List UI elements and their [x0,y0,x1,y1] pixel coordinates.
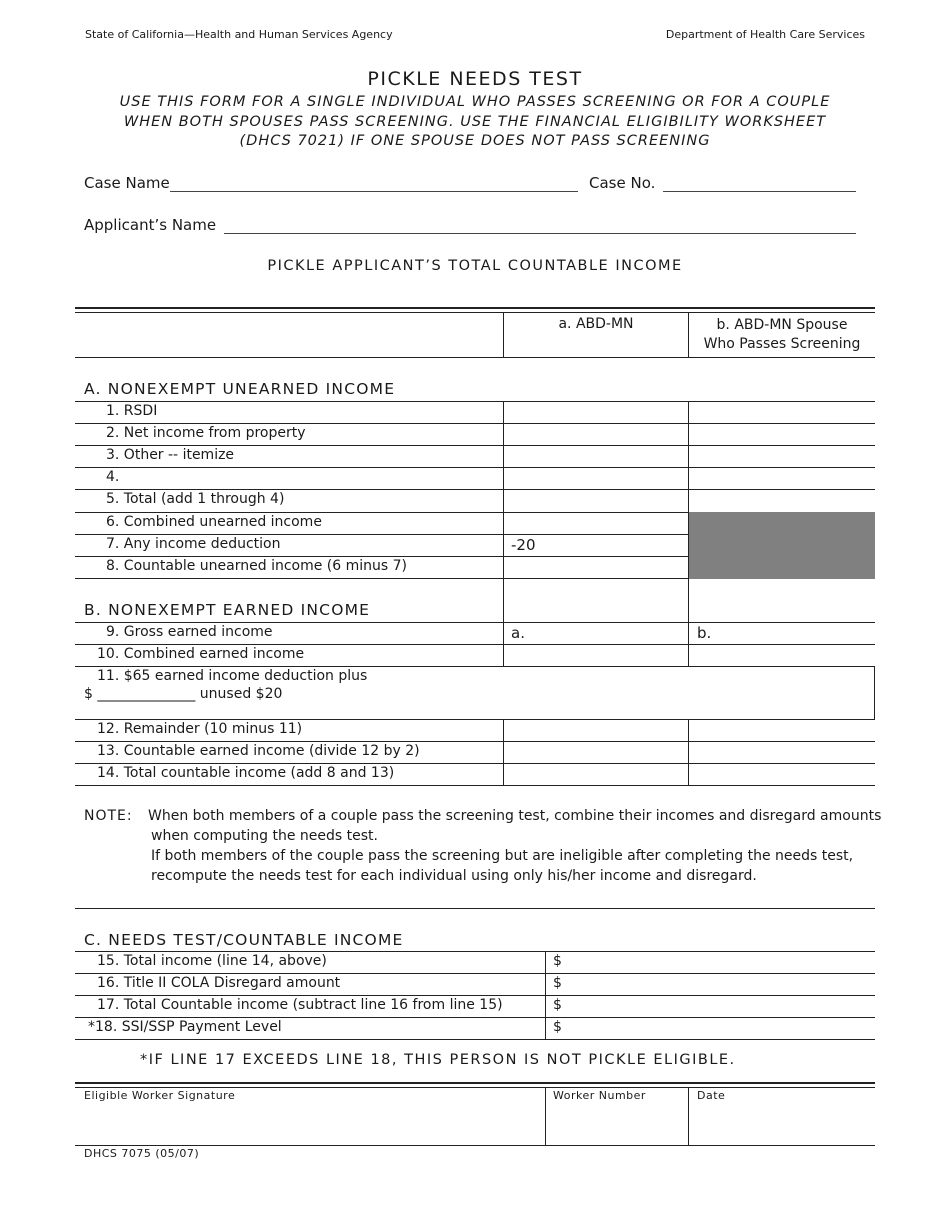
row-label: 11. $65 earned income deduction plus [97,668,368,684]
row-label: 6. Combined unearned income [106,514,322,530]
column-divider [503,719,504,786]
row-divider [75,719,875,720]
instruction-line: USE THIS FORM FOR A SINGLE INDIVIDUAL WHO PASSES SCREENING OR FOR A COUPLE [119,94,831,110]
income-heading: PICKLE APPLICANT’S TOTAL COUNTABLE INCOME [267,258,683,274]
row-label: 2. Net income from property [106,425,306,441]
form-title: PICKLE NEEDS TEST [367,68,583,90]
row-divider [75,401,875,402]
double-rule [75,307,875,309]
column-header-b-line2: Who Passes Screening [703,336,861,352]
section-a-title: A. NONEXEMPT UNEARNED INCOME [84,380,396,398]
dollar-sign: $ [553,975,562,991]
row-label: 10. Combined earned income [97,646,305,662]
row-label: $ ______________ unused $20 [84,686,283,702]
row-label: 17. Total Countable income (subtract line 16 from line 15) [97,997,503,1013]
dollar-sign: $ [553,997,562,1013]
applicant-name-label: Applicant’s Name [84,216,217,234]
box-border [874,666,875,719]
row-label: 9. Gross earned income [106,624,273,640]
double-rule [75,1087,875,1088]
row-divider [75,995,875,996]
note-line: If both members of the couple pass the screening but are ineligible after completing the needs test, [151,848,854,864]
column-divider [688,313,689,358]
row-divider [75,1017,875,1018]
row-divider [75,622,875,623]
row-divider [75,556,689,557]
column-divider [688,719,689,786]
cell-prefix-a: a. [511,624,525,642]
case-no-label: Case No. [589,174,656,192]
column-divider [688,1087,689,1145]
note-line: When both members of a couple pass the screening test, combine their incomes and disregard amounts [148,808,882,824]
column-header-a: a. ABD-MN [558,316,634,332]
form-instructions [95,93,855,152]
deduction-value: -20 [511,536,536,554]
column-divider [503,313,504,358]
row-divider [75,467,875,468]
row-label: 7. Any income deduction [106,536,281,552]
column-header-b-line1: b. ABD-MN Spouse [716,317,848,333]
form-id: DHCS 7075 (05/07) [84,1147,200,1160]
case-no-field[interactable] [663,191,856,192]
date-field[interactable]: Date [697,1089,726,1102]
dollar-sign: $ [553,953,562,969]
note-label: NOTE: [84,808,133,824]
case-name-field[interactable] [170,191,578,192]
section-b-title: B. NONEXEMPT EARNED INCOME [84,601,371,619]
double-rule [75,312,875,313]
instruction-line: WHEN BOTH SPOUSES PASS SCREENING. USE THE FINANCIAL ELIGIBILITY WORKSHEET [123,113,827,130]
applicant-name-field[interactable] [224,233,856,234]
row-divider [75,1039,875,1040]
row-divider [75,489,875,490]
row-label: *18. SSI/SSP Payment Level [88,1019,282,1035]
row-divider [75,644,875,645]
row-divider [75,423,875,424]
row-divider [75,666,875,667]
row-divider [75,1145,875,1146]
column-header-b [689,316,875,354]
case-name-label: Case Name [84,174,170,192]
row-divider [75,445,875,446]
row-divider [75,534,689,535]
row-divider [75,973,875,974]
eligibility-warning: *IF LINE 17 EXCEEDS LINE 18, THIS PERSON IS NOT PICKLE ELIGIBLE. [140,1052,736,1068]
row-divider [75,741,875,742]
row-divider [75,357,875,358]
row-label: 3. Other -- itemize [106,447,235,463]
row-label: 16. Title II COLA Disregard amount [97,975,341,991]
worker-signature-field[interactable]: Eligible Worker Signature [84,1089,236,1102]
row-label: 14. Total countable income (add 8 and 13) [97,765,395,781]
row-label: 4. [106,469,120,485]
section-c-title: C. NEEDS TEST/COUNTABLE INCOME [84,931,404,949]
row-label: 12. Remainder (10 minus 11) [97,721,303,737]
note-line: recompute the needs test for each individual using only his/her income and disregard. [151,868,757,884]
row-label: 15. Total income (line 14, above) [97,953,327,969]
row-label: 1. RSDI [106,403,158,419]
row-divider [75,951,875,952]
double-rule [75,1082,875,1084]
row-label: 13. Countable earned income (divide 12 by 2) [97,743,420,759]
row-label: 5. Total (add 1 through 4) [106,491,285,507]
row-divider [75,785,875,786]
note-line: when computing the needs test. [151,828,379,844]
instruction-line: (DHCS 7021) IF ONE SPOUSE DOES NOT PASS SCREENING [239,133,711,149]
row-divider [75,908,875,909]
row-divider [75,763,875,764]
dollar-sign: $ [553,1019,562,1035]
department-header: Department of Health Care Services [665,28,865,41]
shaded-cell [689,512,875,579]
cell-prefix-b: b. [697,624,712,642]
worker-number-field[interactable]: Worker Number [553,1089,646,1102]
row-label: 8. Countable unearned income (6 minus 7) [106,558,408,574]
column-divider [545,1087,546,1145]
agency-header: State of California—Health and Human Services Agency [85,28,393,41]
